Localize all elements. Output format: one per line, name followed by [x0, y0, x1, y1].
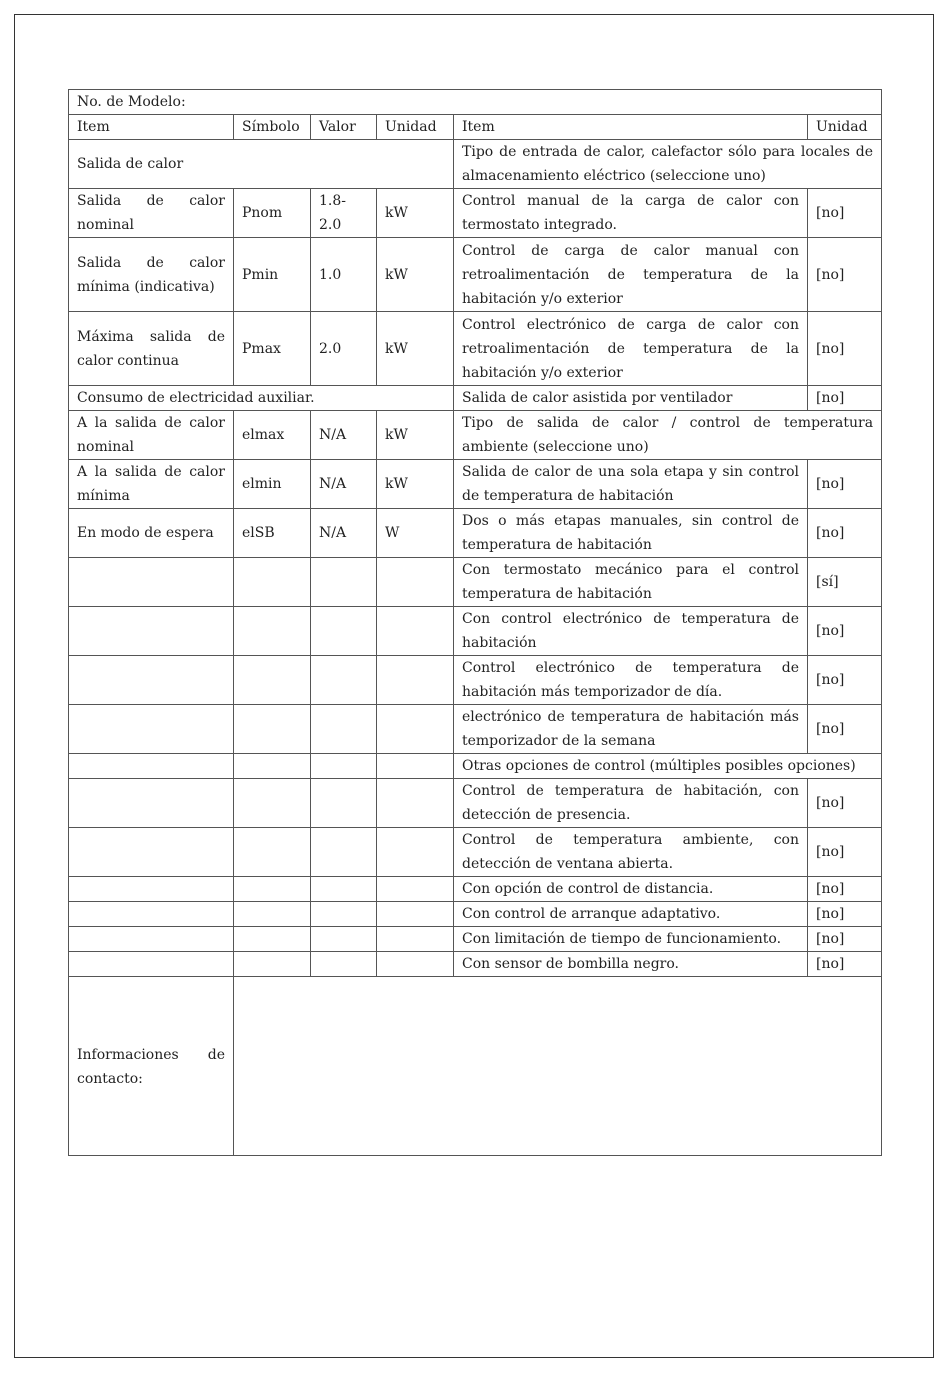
- empty-cell: [311, 877, 377, 902]
- table-row: [69, 656, 882, 705]
- empty-cell: [311, 705, 377, 754]
- table-row: [69, 189, 882, 238]
- right-item: Con sensor de bombilla negro.: [454, 952, 808, 977]
- col-item2-header: Item: [454, 115, 808, 140]
- right-unit: [no]: [808, 952, 882, 977]
- right-unit: [no]: [808, 189, 882, 238]
- empty-cell: [69, 705, 234, 754]
- aux-standby-unit: W: [377, 509, 454, 558]
- empty-cell: [377, 952, 454, 977]
- aux-nominal-value: N/A: [311, 411, 377, 460]
- empty-cell: [377, 779, 454, 828]
- table-row: [69, 952, 882, 977]
- empty-cell: [69, 927, 234, 952]
- contact-label: Informaciones de contacto:: [69, 977, 234, 1156]
- right-unit: [no]: [808, 312, 882, 386]
- right-unit: [no]: [808, 828, 882, 877]
- right-item: electrónico de temperatura de habitación más temporizador de la semana: [454, 705, 808, 754]
- right-unit: [no]: [808, 927, 882, 952]
- empty-cell: [377, 927, 454, 952]
- empty-cell: [234, 558, 311, 607]
- empty-cell: [311, 656, 377, 705]
- empty-cell: [377, 877, 454, 902]
- empty-cell: [311, 558, 377, 607]
- empty-cell: [377, 828, 454, 877]
- aux-minimum-unit: kW: [377, 460, 454, 509]
- empty-cell: [69, 877, 234, 902]
- empty-cell: [69, 779, 234, 828]
- empty-cell: [234, 902, 311, 927]
- empty-cell: [311, 828, 377, 877]
- table-row: [69, 509, 882, 558]
- aux-consumption-title: Consumo de electricidad auxiliar.: [69, 386, 454, 411]
- table-row: [69, 754, 882, 779]
- table-row: [69, 558, 882, 607]
- aux-minimum-item: A la salida de calor mínima: [69, 460, 234, 509]
- col-unit2-header: Unidad: [808, 115, 882, 140]
- empty-cell: [234, 927, 311, 952]
- aux-nominal-item: A la salida de calor nominal: [69, 411, 234, 460]
- empty-cell: [69, 607, 234, 656]
- table-row: [69, 140, 882, 189]
- right-item: Dos o más etapas manuales, sin control de temperatura de habitación: [454, 509, 808, 558]
- aux-nominal-unit: kW: [377, 411, 454, 460]
- other-options-title: Otras opciones de control (múltiples posibles opciones): [454, 754, 882, 779]
- empty-cell: [377, 705, 454, 754]
- table-row: [69, 312, 882, 386]
- table-row: [69, 238, 882, 312]
- right-unit: [no]: [808, 238, 882, 312]
- aux-standby-symbol: elSB: [234, 509, 311, 558]
- table-row: [69, 705, 882, 754]
- input-type-title: Tipo de entrada de calor, calefactor sólo para locales de almacenamiento eléctrico (seleccione uno): [454, 140, 882, 189]
- right-unit: [no]: [808, 877, 882, 902]
- table-row: [69, 607, 882, 656]
- col-symbol-header: Símbolo: [234, 115, 311, 140]
- right-unit: [no]: [808, 705, 882, 754]
- right-item: Con control electrónico de temperatura de habitación: [454, 607, 808, 656]
- col-item-header: Item: [69, 115, 234, 140]
- aux-nominal-symbol: elmax: [234, 411, 311, 460]
- aux-standby-value: N/A: [311, 509, 377, 558]
- empty-cell: [69, 656, 234, 705]
- minimum-value: 1.0: [311, 238, 377, 312]
- table-row: [69, 828, 882, 877]
- right-item: Con control de arranque adaptativo.: [454, 902, 808, 927]
- contact-row: [69, 977, 882, 1156]
- empty-cell: [69, 902, 234, 927]
- nominal-unit: kW: [377, 189, 454, 238]
- contact-value: [234, 977, 882, 1156]
- table-row: [69, 902, 882, 927]
- table-row: [69, 877, 882, 902]
- empty-cell: [234, 607, 311, 656]
- empty-cell: [311, 754, 377, 779]
- empty-cell: [311, 902, 377, 927]
- aux-standby-item: En modo de espera: [69, 509, 234, 558]
- empty-cell: [234, 754, 311, 779]
- right-unit: [no]: [808, 902, 882, 927]
- right-item: Control manual de la carga de calor con termostato integrado.: [454, 189, 808, 238]
- empty-cell: [311, 607, 377, 656]
- table-row: [69, 411, 882, 460]
- table-row: [69, 460, 882, 509]
- right-item: Control electrónico de carga de calor con retroalimentación de temperatura de la habitación y/o exterior: [454, 312, 808, 386]
- empty-cell: [234, 656, 311, 705]
- model-number-label: No. de Modelo:: [69, 90, 882, 115]
- col-unit-header: Unidad: [377, 115, 454, 140]
- minimum-unit: kW: [377, 238, 454, 312]
- nominal-symbol: Pnom: [234, 189, 311, 238]
- right-item: Control de temperatura de habitación, con detección de presencia.: [454, 779, 808, 828]
- empty-cell: [69, 828, 234, 877]
- right-unit: [no]: [808, 460, 882, 509]
- right-unit: [no]: [808, 386, 882, 411]
- empty-cell: [377, 902, 454, 927]
- nominal-item: Salida de calor nominal: [69, 189, 234, 238]
- maximum-symbol: Pmax: [234, 312, 311, 386]
- table-row: [69, 927, 882, 952]
- output-type-title: Tipo de salida de calor / control de temperatura ambiente (seleccione uno): [454, 411, 882, 460]
- aux-minimum-symbol: elmin: [234, 460, 311, 509]
- right-item: Con opción de control de distancia.: [454, 877, 808, 902]
- right-item: Con limitación de tiempo de funcionamiento.: [454, 927, 808, 952]
- maximum-unit: kW: [377, 312, 454, 386]
- header-row: [69, 115, 882, 140]
- col-value-header: Valor: [311, 115, 377, 140]
- empty-cell: [377, 607, 454, 656]
- nominal-value: 1.8-2.0: [311, 189, 377, 238]
- maximum-value: 2.0: [311, 312, 377, 386]
- right-item: Control de temperatura ambiente, con detección de ventana abierta.: [454, 828, 808, 877]
- empty-cell: [311, 952, 377, 977]
- empty-cell: [377, 558, 454, 607]
- empty-cell: [234, 828, 311, 877]
- empty-cell: [69, 754, 234, 779]
- table-row: [69, 386, 882, 411]
- maximum-item: Máxima salida de calor continua: [69, 312, 234, 386]
- empty-cell: [234, 952, 311, 977]
- right-unit: [sí]: [808, 558, 882, 607]
- empty-cell: [234, 705, 311, 754]
- right-item: Salida de calor asistida por ventilador: [454, 386, 808, 411]
- ecodesign-spec-table: [68, 89, 882, 1156]
- empty-cell: [377, 656, 454, 705]
- right-unit: [no]: [808, 509, 882, 558]
- right-item: Control electrónico de temperatura de habitación más temporizador de día.: [454, 656, 808, 705]
- empty-cell: [377, 754, 454, 779]
- empty-cell: [234, 877, 311, 902]
- right-item: Control de carga de calor manual con retroalimentación de temperatura de la habitación y/o exterior: [454, 238, 808, 312]
- right-unit: [no]: [808, 607, 882, 656]
- right-unit: [no]: [808, 779, 882, 828]
- empty-cell: [311, 927, 377, 952]
- right-unit: [no]: [808, 656, 882, 705]
- model-row: [69, 90, 882, 115]
- minimum-item: Salida de calor mínima (indicativa): [69, 238, 234, 312]
- table-row: [69, 779, 882, 828]
- minimum-symbol: Pmin: [234, 238, 311, 312]
- heat-output-title: Salida de calor: [69, 140, 454, 189]
- aux-minimum-value: N/A: [311, 460, 377, 509]
- empty-cell: [69, 952, 234, 977]
- empty-cell: [311, 779, 377, 828]
- empty-cell: [69, 558, 234, 607]
- empty-cell: [234, 779, 311, 828]
- right-item: Con termostato mecánico para el control temperatura de habitación: [454, 558, 808, 607]
- right-item: Salida de calor de una sola etapa y sin control de temperatura de habitación: [454, 460, 808, 509]
